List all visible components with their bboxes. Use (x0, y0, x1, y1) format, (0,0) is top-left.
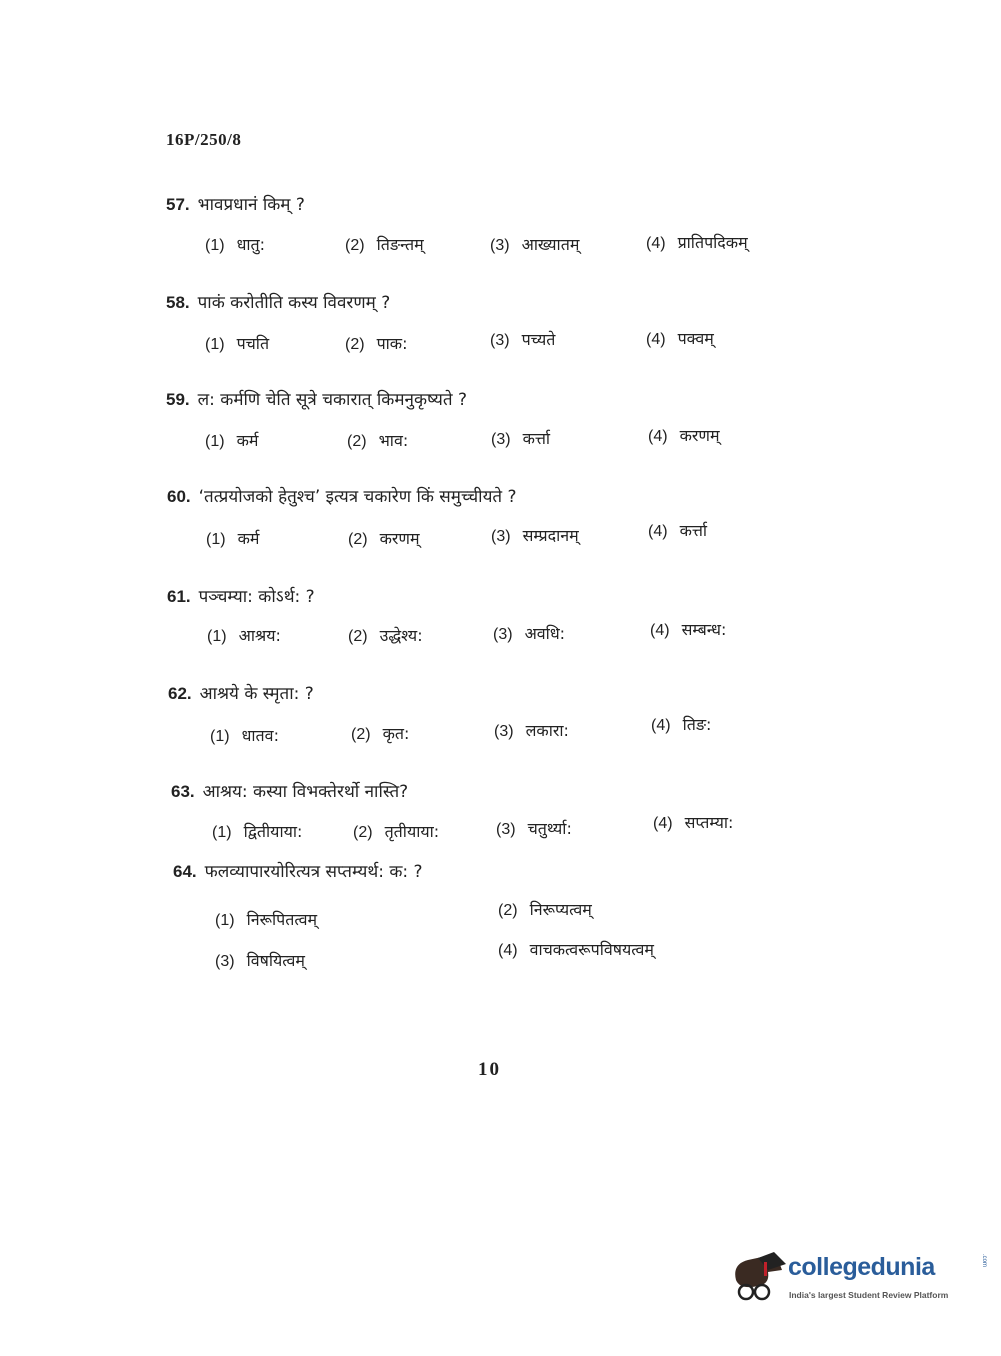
option-1 (215, 908, 317, 930)
question-text: भावप्रधानं किम् ? (197, 195, 305, 215)
option-number: (4) (646, 235, 666, 252)
option-2 (347, 429, 408, 451)
question-number: 58. (166, 293, 190, 312)
option-3 (491, 524, 579, 546)
option-text: वाचकत्वरूपविषयत्वम् (529, 940, 654, 959)
option-text: द्वितीयाया: (243, 822, 303, 841)
option-number: (3) (493, 626, 513, 643)
option-text: आश्रय: (238, 626, 281, 645)
option-1 (206, 527, 259, 549)
option-text: पच्यते (521, 330, 556, 349)
option-2 (345, 332, 407, 354)
option-number: (4) (646, 331, 666, 348)
option-number: (1) (205, 433, 225, 450)
option-number: (4) (648, 523, 668, 540)
brand-suffix: .com (981, 1254, 987, 1268)
question-number: 63. (171, 782, 195, 801)
option-1 (205, 429, 258, 451)
option-4 (650, 618, 726, 640)
question-text: ल: कर्मणि चेति सूत्रे चकारात् किमनुकृष्यते ? (197, 390, 468, 410)
option-text: करणम् (679, 426, 720, 445)
option-1 (210, 724, 279, 746)
option-4 (651, 713, 711, 735)
option-number: (3) (490, 332, 510, 349)
option-2 (353, 820, 439, 842)
option-1 (205, 233, 265, 255)
question-text: पञ्चम्या: कोऽर्थ: ? (198, 587, 315, 607)
option-number: (1) (212, 824, 232, 841)
question-number: 62. (168, 684, 192, 703)
question-text: आश्रय: कस्या विभक्तेरर्थो नास्ति? (202, 782, 409, 802)
option-text: तृतीयाया: (384, 822, 440, 841)
option-3 (490, 328, 555, 350)
option-text: आख्यातम् (521, 235, 580, 254)
option-1 (212, 820, 302, 842)
question-number: 60. (167, 487, 191, 506)
question-number: 59. (166, 390, 190, 409)
option-number: (1) (207, 628, 227, 645)
option-text: कर्त्ता (522, 429, 551, 448)
option-number: (3) (496, 821, 516, 838)
question-62 (168, 681, 314, 704)
option-number: (2) (348, 531, 368, 548)
option-text: करणम् (379, 529, 420, 548)
option-3 (496, 817, 572, 839)
option-text: प्रातिपदिकम् (677, 233, 748, 252)
question-60 (167, 484, 517, 507)
option-3 (490, 233, 579, 255)
question-61 (167, 584, 315, 607)
question-59 (166, 387, 467, 410)
question-63 (171, 779, 408, 802)
option-4 (648, 519, 707, 541)
option-3 (491, 427, 550, 449)
option-text: विषयित्वम् (246, 951, 305, 970)
brand-name: collegedunia (788, 1253, 935, 1281)
option-text: पाक: (376, 334, 408, 353)
option-number: (2) (353, 824, 373, 841)
collegedunia-logo (728, 1250, 996, 1312)
option-text: अवधि: (524, 624, 566, 643)
option-number: (4) (653, 815, 673, 832)
option-number: (4) (498, 942, 518, 959)
option-1 (205, 332, 269, 354)
option-text: सप्तम्या: (684, 813, 734, 832)
option-text: भाव: (378, 431, 409, 450)
question-number: 64. (173, 862, 197, 881)
option-number: (1) (210, 728, 230, 745)
option-number: (3) (215, 953, 235, 970)
question-64 (173, 859, 423, 882)
question-text: पाकं करोतीति कस्य विवरणम् ? (197, 293, 391, 313)
option-3 (494, 719, 569, 741)
option-number: (2) (351, 726, 371, 743)
mascot-icon (728, 1250, 788, 1310)
option-text: निरूपितत्वम् (246, 910, 318, 929)
option-text: पक्वम् (677, 329, 714, 348)
option-3 (215, 949, 305, 971)
option-number: (4) (651, 717, 671, 734)
option-4 (498, 938, 654, 960)
option-number: (1) (206, 531, 226, 548)
option-number: (3) (490, 237, 510, 254)
option-text: निरूप्यत्वम् (529, 900, 592, 919)
question-text: फलव्यापारयोरित्यत्र सप्तम्यर्थ: क: ? (204, 862, 423, 882)
option-text: सम्प्रदानम् (522, 526, 579, 545)
option-2 (348, 527, 420, 549)
option-text: लकारा: (525, 721, 569, 740)
option-number: (2) (345, 336, 365, 353)
option-text: धातु: (236, 235, 266, 254)
option-number: (4) (650, 622, 670, 639)
option-text: चतुर्थ्या: (527, 819, 572, 838)
option-number: (3) (494, 723, 514, 740)
option-2 (351, 722, 409, 744)
option-text: कर्त्ता (679, 521, 708, 540)
paper-code: 16P/250/8 (166, 130, 242, 149)
option-number: (1) (205, 336, 225, 353)
option-text: पचति (236, 334, 270, 353)
option-2 (345, 233, 424, 255)
option-2 (498, 898, 592, 920)
question-text: ‘तत्प्रयोजको हेतुश्च’ इत्यत्र चकारेण किं समुच्चीयते ? (198, 487, 517, 507)
option-number: (3) (491, 528, 511, 545)
option-number: (2) (347, 433, 367, 450)
question-58 (166, 290, 390, 313)
option-4 (646, 231, 748, 253)
option-text: सम्बन्ध: (681, 620, 727, 639)
option-text: धातव: (241, 726, 279, 745)
question-text: आश्रये के स्मृता: ? (199, 684, 314, 704)
option-text: कर्म (237, 529, 260, 548)
question-57 (166, 192, 305, 215)
option-number: (2) (345, 237, 365, 254)
option-4 (646, 327, 714, 349)
option-number: (3) (491, 431, 511, 448)
option-number: (1) (215, 912, 235, 929)
option-text: कृत: (382, 724, 410, 743)
option-2 (348, 624, 423, 646)
option-number: (2) (348, 628, 368, 645)
option-3 (493, 622, 565, 644)
option-4 (653, 811, 733, 833)
option-text: तिङन्तम् (376, 235, 424, 254)
option-text: तिङ: (682, 715, 712, 734)
question-number: 57. (166, 195, 190, 214)
option-number: (2) (498, 902, 518, 919)
option-number: (4) (648, 428, 668, 445)
question-number: 61. (167, 587, 191, 606)
page-number: 10 (478, 1059, 501, 1080)
option-text: उद्धेश्य: (379, 626, 423, 645)
brand-tagline: India's largest Student Review Platform (789, 1290, 949, 1300)
option-text: कर्म (236, 431, 259, 450)
option-4 (648, 424, 720, 446)
option-1 (207, 624, 281, 646)
option-number: (1) (205, 237, 225, 254)
